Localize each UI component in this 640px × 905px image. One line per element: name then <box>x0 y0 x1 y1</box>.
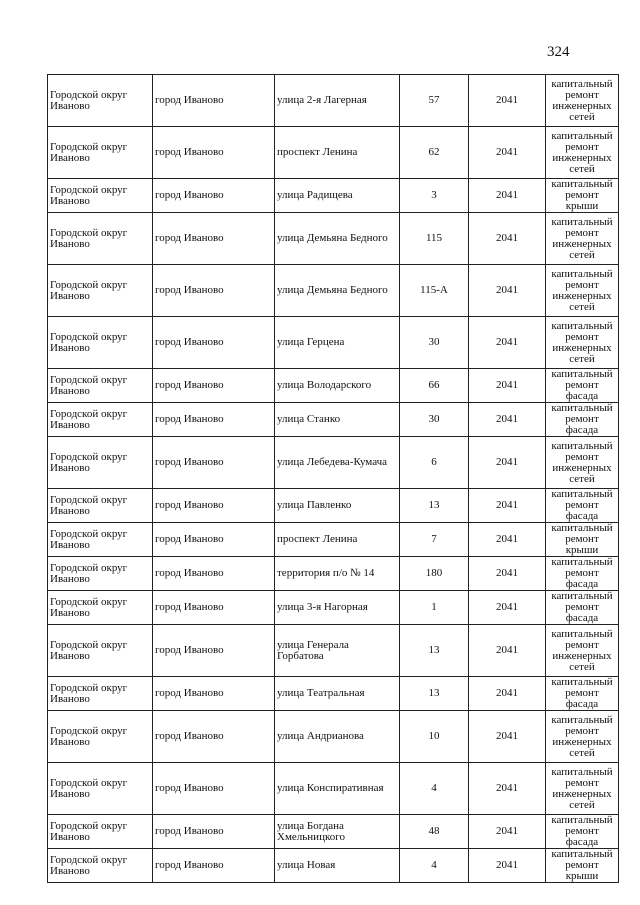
street-cell: улица Театральная <box>275 677 400 711</box>
district-cell: Городской округ Иваново <box>48 489 153 523</box>
repair-type-cell: капитальный ремонт фасада <box>546 677 619 711</box>
city-cell: город Иваново <box>153 179 275 213</box>
year-cell: 2041 <box>469 625 546 677</box>
city-cell: город Иваново <box>153 127 275 179</box>
city-cell: город Иваново <box>153 625 275 677</box>
table-row <box>48 489 619 523</box>
house-number-cell: 13 <box>400 677 469 711</box>
house-number-cell: 66 <box>400 369 469 403</box>
city-cell: город Иваново <box>153 557 275 591</box>
repair-schedule-table <box>47 74 619 883</box>
house-number-cell: 3 <box>400 179 469 213</box>
street-cell: проспект Ленина <box>275 523 400 557</box>
city-cell: город Иваново <box>153 815 275 849</box>
year-cell: 2041 <box>469 489 546 523</box>
year-cell: 2041 <box>469 369 546 403</box>
street-cell: улица Богдана Хмельницкого <box>275 815 400 849</box>
city-cell: город Иваново <box>153 849 275 883</box>
district-cell: Городской округ Иваново <box>48 591 153 625</box>
house-number-cell: 115-А <box>400 265 469 317</box>
table-row <box>48 317 619 369</box>
street-cell: улица Станко <box>275 403 400 437</box>
district-cell: Городской округ Иваново <box>48 127 153 179</box>
repair-type-cell: капитальный ремонт инженерных сетей <box>546 711 619 763</box>
repair-type-cell: капитальный ремонт инженерных сетей <box>546 625 619 677</box>
repair-type-cell: капитальный ремонт инженерных сетей <box>546 317 619 369</box>
repair-type-cell: капитальный ремонт инженерных сетей <box>546 75 619 127</box>
repair-type-cell: капитальный ремонт инженерных сетей <box>546 437 619 489</box>
house-number-cell: 180 <box>400 557 469 591</box>
house-number-cell: 10 <box>400 711 469 763</box>
district-cell: Городской округ Иваново <box>48 815 153 849</box>
city-cell: город Иваново <box>153 265 275 317</box>
repair-type-cell: капитальный ремонт фасада <box>546 489 619 523</box>
district-cell: Городской округ Иваново <box>48 763 153 815</box>
year-cell: 2041 <box>469 403 546 437</box>
table-row <box>48 677 619 711</box>
city-cell: город Иваново <box>153 489 275 523</box>
table-row <box>48 591 619 625</box>
street-cell: улица Павленко <box>275 489 400 523</box>
district-cell: Городской округ Иваново <box>48 557 153 591</box>
city-cell: город Иваново <box>153 523 275 557</box>
city-cell: город Иваново <box>153 437 275 489</box>
house-number-cell: 4 <box>400 763 469 815</box>
street-cell: территория п/о № 14 <box>275 557 400 591</box>
table-row <box>48 265 619 317</box>
district-cell: Городской округ Иваново <box>48 523 153 557</box>
street-cell: улица Генерала Горбатова <box>275 625 400 677</box>
district-cell: Городской округ Иваново <box>48 711 153 763</box>
year-cell: 2041 <box>469 523 546 557</box>
city-cell: город Иваново <box>153 711 275 763</box>
street-cell: проспект Ленина <box>275 127 400 179</box>
repair-type-cell: капитальный ремонт фасада <box>546 557 619 591</box>
district-cell: Городской округ Иваново <box>48 849 153 883</box>
year-cell: 2041 <box>469 265 546 317</box>
house-number-cell: 7 <box>400 523 469 557</box>
city-cell: город Иваново <box>153 369 275 403</box>
table-row <box>48 815 619 849</box>
repair-type-cell: капитальный ремонт фасада <box>546 591 619 625</box>
repair-type-cell: капитальный ремонт фасада <box>546 403 619 437</box>
street-cell: улица Новая <box>275 849 400 883</box>
repair-type-cell: капитальный ремонт фасада <box>546 369 619 403</box>
repair-type-cell: капитальный ремонт крыши <box>546 523 619 557</box>
repair-type-cell: капитальный ремонт фасада <box>546 815 619 849</box>
house-number-cell: 6 <box>400 437 469 489</box>
house-number-cell: 115 <box>400 213 469 265</box>
house-number-cell: 48 <box>400 815 469 849</box>
year-cell: 2041 <box>469 75 546 127</box>
table-row <box>48 127 619 179</box>
street-cell: улица Радищева <box>275 179 400 213</box>
table-row <box>48 403 619 437</box>
repair-type-cell: капитальный ремонт инженерных сетей <box>546 127 619 179</box>
table-row <box>48 179 619 213</box>
repair-type-cell: капитальный ремонт крыши <box>546 179 619 213</box>
district-cell: Городской округ Иваново <box>48 179 153 213</box>
table-row <box>48 711 619 763</box>
repair-type-cell: капитальный ремонт инженерных сетей <box>546 763 619 815</box>
repair-type-cell: капитальный ремонт инженерных сетей <box>546 265 619 317</box>
street-cell: улица Конспиративная <box>275 763 400 815</box>
city-cell: город Иваново <box>153 763 275 815</box>
district-cell: Городской округ Иваново <box>48 265 153 317</box>
house-number-cell: 62 <box>400 127 469 179</box>
house-number-cell: 57 <box>400 75 469 127</box>
page-number: 324 <box>547 44 570 60</box>
street-cell: улица Демьяна Бедного <box>275 265 400 317</box>
table-row <box>48 763 619 815</box>
house-number-cell: 13 <box>400 625 469 677</box>
district-cell: Городской округ Иваново <box>48 437 153 489</box>
year-cell: 2041 <box>469 763 546 815</box>
house-number-cell: 30 <box>400 403 469 437</box>
table-row <box>48 75 619 127</box>
year-cell: 2041 <box>469 711 546 763</box>
year-cell: 2041 <box>469 317 546 369</box>
year-cell: 2041 <box>469 677 546 711</box>
district-cell: Городской округ Иваново <box>48 677 153 711</box>
house-number-cell: 1 <box>400 591 469 625</box>
street-cell: улица Володарского <box>275 369 400 403</box>
street-cell: улица 3-я Нагорная <box>275 591 400 625</box>
year-cell: 2041 <box>469 849 546 883</box>
year-cell: 2041 <box>469 213 546 265</box>
repair-type-cell: капитальный ремонт инженерных сетей <box>546 213 619 265</box>
district-cell: Городской округ Иваново <box>48 213 153 265</box>
district-cell: Городской округ Иваново <box>48 403 153 437</box>
street-cell: улица Герцена <box>275 317 400 369</box>
district-cell: Городской округ Иваново <box>48 625 153 677</box>
table-row <box>48 213 619 265</box>
table-row <box>48 849 619 883</box>
repair-type-cell: капитальный ремонт крыши <box>546 849 619 883</box>
city-cell: город Иваново <box>153 403 275 437</box>
year-cell: 2041 <box>469 127 546 179</box>
year-cell: 2041 <box>469 557 546 591</box>
year-cell: 2041 <box>469 437 546 489</box>
street-cell: улица Демьяна Бедного <box>275 213 400 265</box>
city-cell: город Иваново <box>153 677 275 711</box>
table-row <box>48 437 619 489</box>
street-cell: улица Андрианова <box>275 711 400 763</box>
street-cell: улица Лебедева-Кумача <box>275 437 400 489</box>
city-cell: город Иваново <box>153 591 275 625</box>
district-cell: Городской округ Иваново <box>48 317 153 369</box>
year-cell: 2041 <box>469 815 546 849</box>
table-row <box>48 523 619 557</box>
year-cell: 2041 <box>469 179 546 213</box>
table-row <box>48 369 619 403</box>
table-row <box>48 625 619 677</box>
district-cell: Городской округ Иваново <box>48 369 153 403</box>
house-number-cell: 4 <box>400 849 469 883</box>
year-cell: 2041 <box>469 591 546 625</box>
house-number-cell: 13 <box>400 489 469 523</box>
street-cell: улица 2-я Лагерная <box>275 75 400 127</box>
table-row <box>48 557 619 591</box>
city-cell: город Иваново <box>153 75 275 127</box>
house-number-cell: 30 <box>400 317 469 369</box>
city-cell: город Иваново <box>153 317 275 369</box>
city-cell: город Иваново <box>153 213 275 265</box>
district-cell: Городской округ Иваново <box>48 75 153 127</box>
